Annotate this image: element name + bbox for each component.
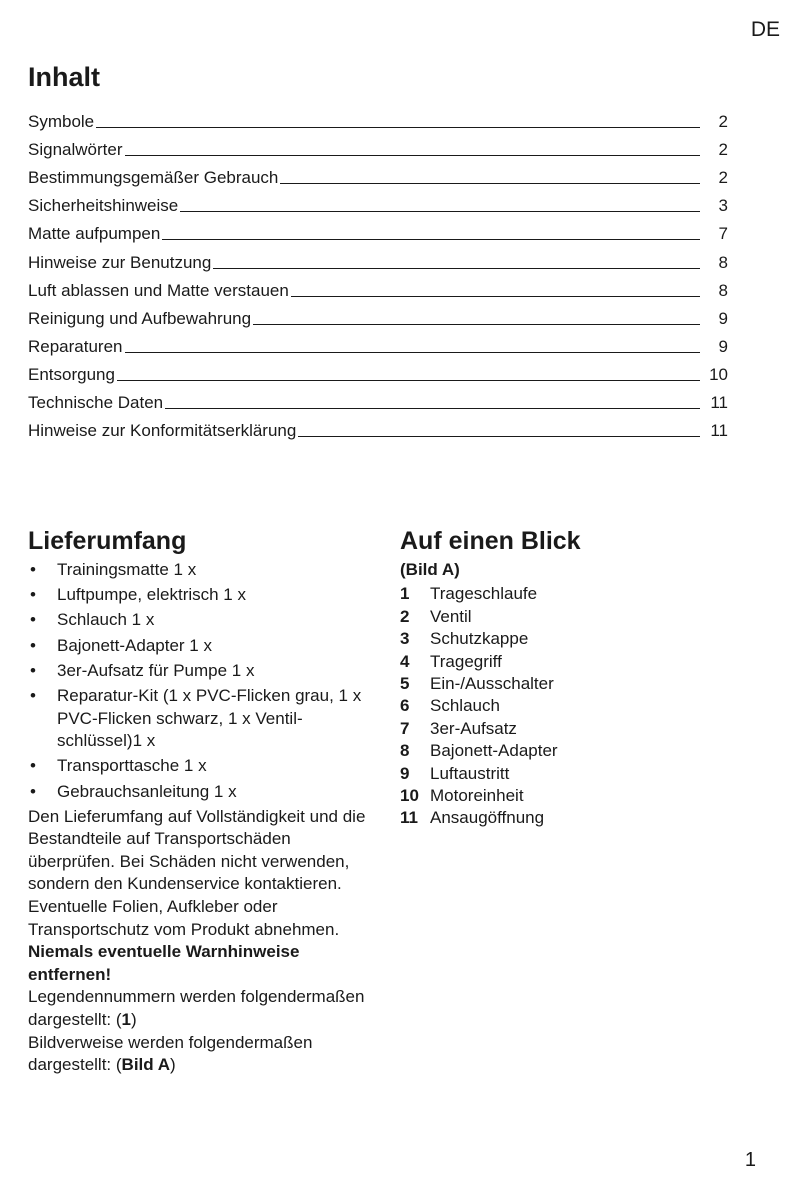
legend-number: 2 (400, 606, 410, 626)
legend-label: Bajonett-Adapter (430, 741, 558, 761)
toc-entry-label: Bestimmungsgemäßer Gebrauch (28, 168, 279, 188)
toc-leader-line (125, 352, 700, 353)
legend-item (400, 651, 780, 673)
check-delivery-paragraph: Den Lieferumfang auf Vollständigkeit und die Bestandteile auf Transportschäden überprüfen. Bei Schäden nicht verwenden, sondern den Kundenservice kontaktieren. (28, 806, 366, 894)
toc-entry-page: 2 (718, 112, 728, 132)
toc-entry[interactable] (28, 273, 728, 301)
toc-entry-page: 3 (718, 196, 728, 216)
list-item: • Schlauch 1 x (28, 609, 373, 632)
toc-leader-line (162, 239, 700, 240)
toc-entry[interactable] (28, 132, 728, 160)
toc-entry-page: 2 (718, 140, 728, 160)
list-item: • 3er-Aufsatz für Pumpe 1 x (28, 660, 373, 683)
toc-leader-line (125, 155, 701, 156)
legend-item (400, 606, 780, 628)
toc-entry-page: 7 (718, 224, 728, 244)
legend-item (400, 740, 780, 762)
legend-number: 1 (400, 584, 410, 604)
toc-entry[interactable] (28, 244, 728, 272)
toc-entry-page: 11 (710, 421, 728, 441)
toc-entry-page: 11 (710, 393, 728, 413)
list-item: • Transporttasche 1 x (28, 755, 373, 778)
list-item: • Gebrauchsanleitung 1 x (28, 781, 373, 804)
toc-entry[interactable] (28, 385, 728, 413)
legend-item (400, 807, 780, 829)
toc-entry-label: Hinweise zur Konformitätserklärung (28, 421, 297, 441)
toc-leader-line (96, 127, 700, 128)
legend-number: 9 (400, 763, 410, 783)
toc-leader-line (253, 324, 700, 325)
legend-label: Ein-/Ausschalter (430, 674, 554, 694)
toc-entry[interactable] (28, 413, 728, 441)
toc-leader-line (213, 268, 700, 269)
toc-leader-line (165, 408, 700, 409)
legend-number: 7 (400, 718, 410, 738)
legend-number: 11 (400, 808, 418, 828)
legend-label: Schlauch (430, 696, 500, 716)
legend-number: 8 (400, 741, 410, 761)
legend-label: Ventil (430, 606, 472, 626)
parts-legend (400, 583, 780, 829)
scope-of-delivery-section (28, 526, 373, 1077)
legend-item (400, 673, 780, 695)
figure-reference-note: Bildverweise werden folgendermaßen dargestellt: (Bild A) (28, 1032, 313, 1075)
toc-entry[interactable] (28, 301, 728, 329)
legend-item (400, 785, 780, 807)
toc-entry-page: 9 (718, 336, 728, 356)
overview-heading: Auf einen Blick (400, 527, 581, 555)
toc-leader-line (180, 211, 700, 212)
warning-notice: Niemals eventuelle Warnhinweise entfernen! (28, 942, 300, 984)
scope-of-delivery-heading: Lieferumfang (28, 527, 187, 555)
legend-label: Tragegriff (430, 651, 502, 671)
toc-leader-line (280, 183, 700, 184)
legend-item (400, 718, 780, 740)
toc-entry[interactable] (28, 357, 728, 385)
toc-entry[interactable] (28, 188, 728, 216)
toc-leader-line (291, 296, 700, 297)
toc-entry[interactable] (28, 329, 728, 357)
legend-item (400, 583, 780, 605)
table-of-contents (28, 104, 728, 441)
remove-foils-paragraph: Eventuelle Folien, Aufkleber oder Transportschutz vom Produkt abnehmen. (28, 897, 340, 939)
language-code: DE (750, 18, 780, 41)
toc-entry-label: Reinigung und Aufbewahrung (28, 308, 252, 328)
toc-entry-label: Signalwörter (28, 140, 123, 160)
legend-item (400, 695, 780, 717)
toc-entry-page: 9 (718, 308, 728, 328)
list-item: • Luftpumpe, elektrisch 1 x (28, 584, 373, 607)
toc-entry-label: Reparaturen (28, 336, 123, 356)
figure-reference: (Bild A) (400, 560, 460, 579)
legend-label: 3er-Aufsatz (430, 718, 517, 738)
overview-section (400, 526, 780, 830)
toc-entry-label: Luft ablassen und Matte verstauen (28, 280, 289, 300)
legend-numbering-note: Legendennummern werden folgendermaßen dargestellt: (1) (28, 987, 365, 1030)
legend-label: Trageschlaufe (430, 584, 538, 604)
toc-entry-page: 2 (718, 168, 728, 188)
toc-entry-page: 8 (718, 280, 728, 300)
toc-entry-label: Sicherheitshinweise (28, 196, 179, 216)
toc-title: Inhalt (28, 62, 100, 92)
legend-number: 4 (400, 651, 410, 671)
toc-entry-page: 10 (709, 364, 728, 384)
page-number: 1 (744, 1149, 756, 1171)
toc-leader-line (117, 380, 700, 381)
list-item: • Trainingsmatte 1 x (28, 559, 373, 582)
legend-number: 10 (400, 786, 419, 806)
legend-item (400, 628, 780, 650)
list-item: • Bajonett-Adapter 1 x (28, 635, 373, 658)
legend-item (400, 763, 780, 785)
toc-entry-label: Entsorgung (28, 364, 115, 384)
legend-number: 5 (400, 674, 410, 694)
toc-entry-label: Technische Daten (28, 393, 164, 413)
toc-entry[interactable] (28, 160, 728, 188)
legend-number: 6 (400, 696, 410, 716)
toc-entry-page: 8 (718, 252, 728, 272)
legend-label: Schutzkappe (430, 629, 529, 649)
legend-label: Luftaustritt (430, 763, 510, 783)
toc-entry-label: Matte aufpumpen (28, 224, 161, 244)
toc-entry-label: Hinweise zur Benutzung (28, 252, 212, 272)
toc-leader-line (298, 436, 700, 437)
toc-entry[interactable] (28, 216, 728, 244)
scope-of-delivery-list (28, 559, 373, 803)
toc-entry[interactable] (28, 104, 728, 132)
legend-label: Motoreinheit (430, 786, 524, 806)
legend-number: 3 (400, 629, 410, 649)
legend-label: Ansaugöffnung (430, 808, 545, 828)
list-item: • Reparatur-Kit (1 x PVC-Flicken grau, 1 x PVC-Flicken schwarz, 1 x Ventil-schlüssel)1 x (28, 685, 373, 753)
toc-entry-label: Symbole (28, 112, 95, 132)
